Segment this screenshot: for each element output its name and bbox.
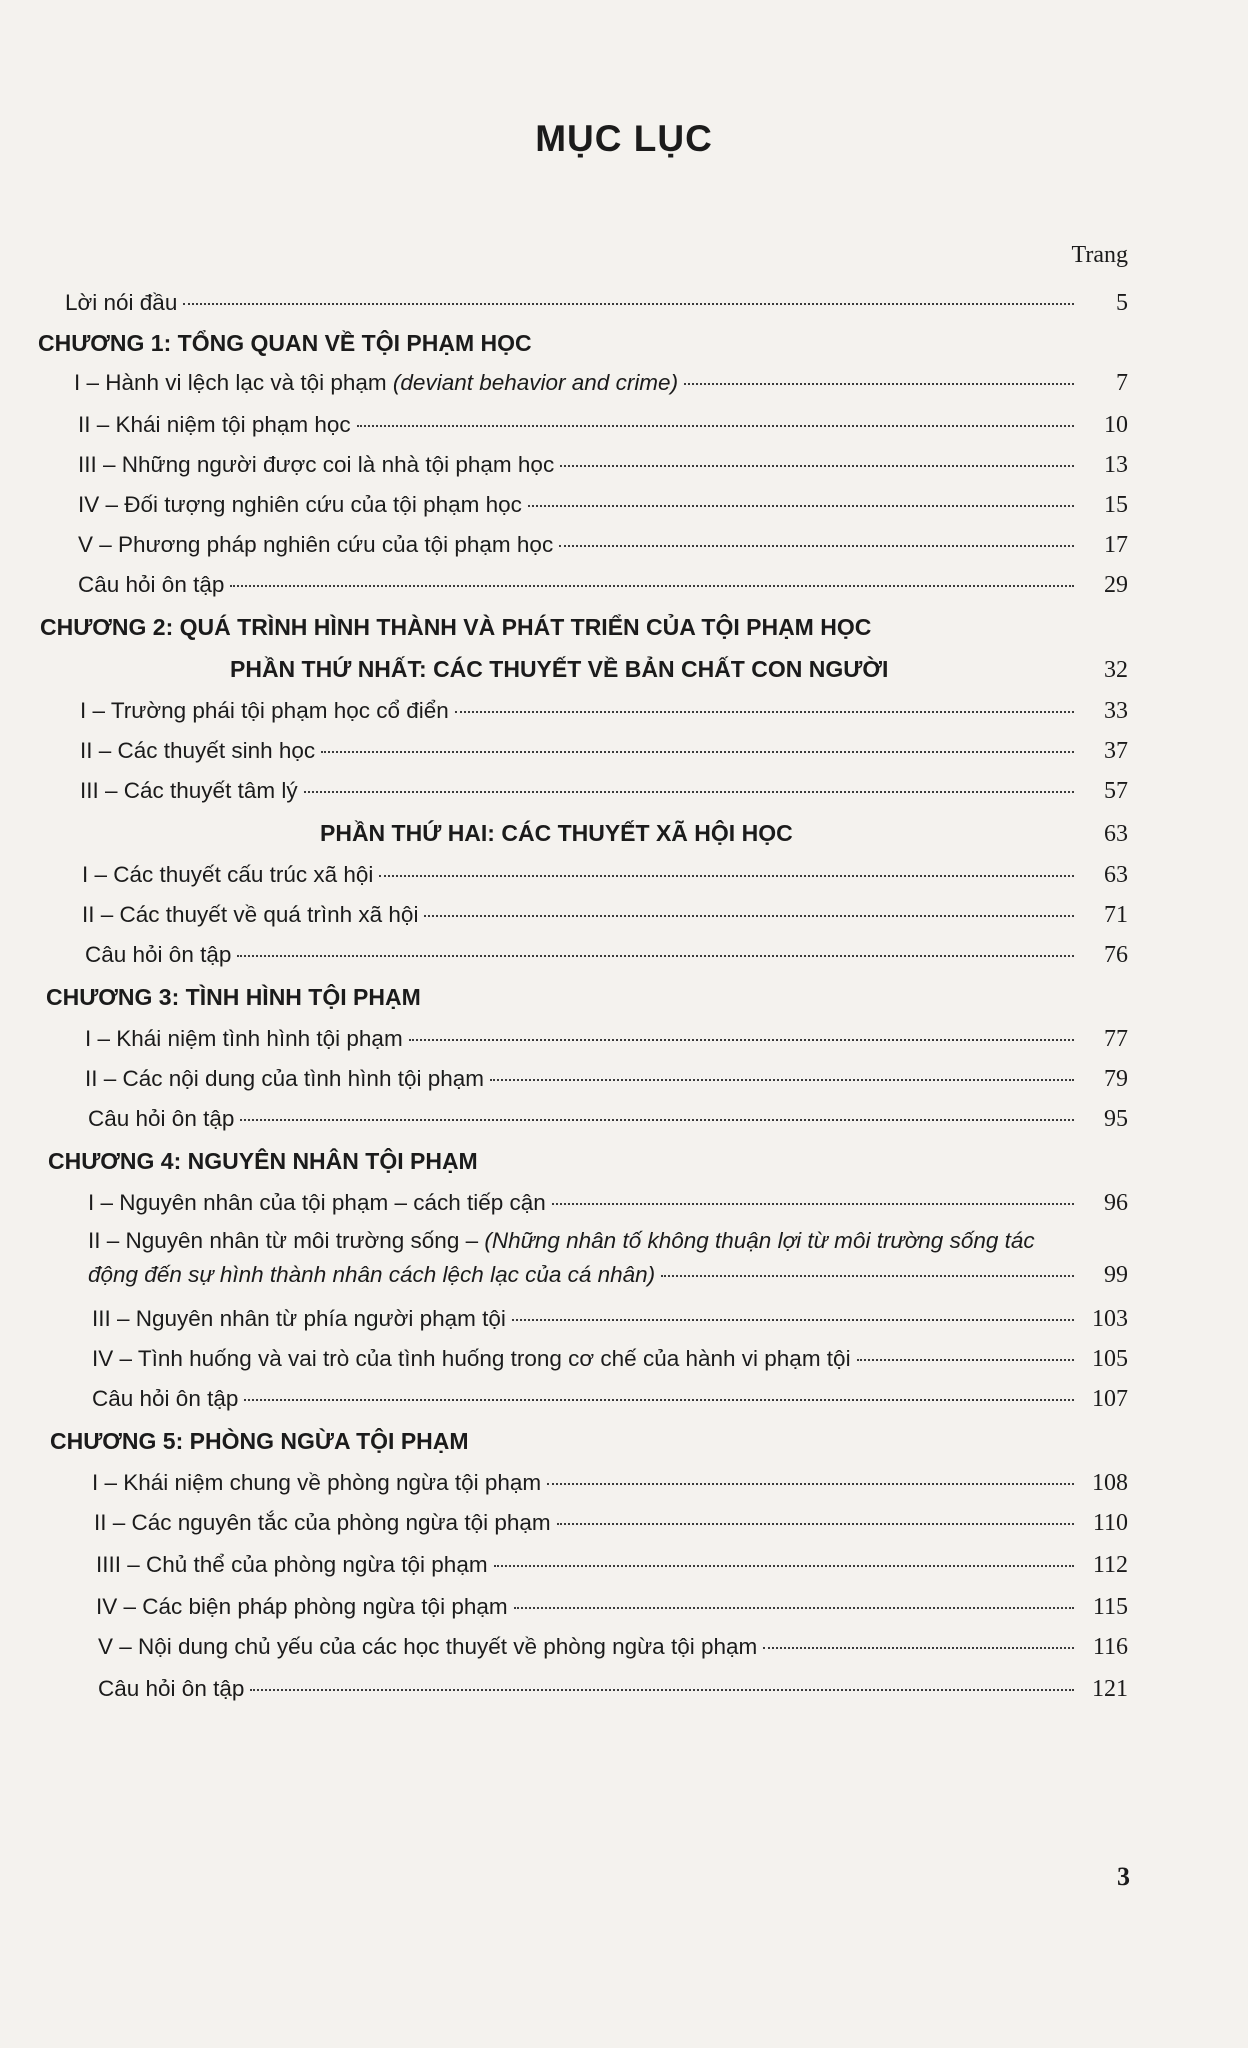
entry-text: IV – Tình huống và vai trò của tình huống trong cơ chế của hành vi phạm tội xyxy=(92,1346,851,1371)
chapter-heading: CHƯƠNG 5: PHÒNG NGỪA TỘI PHẠM xyxy=(50,1428,469,1454)
dot-leader xyxy=(559,545,1074,547)
toc-entry xyxy=(78,532,1128,559)
dot-leader xyxy=(514,1607,1074,1609)
page-ref: 33 xyxy=(1104,698,1128,724)
page-ref: 115 xyxy=(1092,1594,1128,1620)
dot-leader xyxy=(379,875,1074,877)
entry-title xyxy=(96,1552,488,1578)
bleed-through-ghost xyxy=(515,180,524,218)
page-ref: 32 xyxy=(1104,657,1128,683)
page-ref: 108 xyxy=(1092,1470,1128,1496)
entry-text: Câu hỏi ôn tập xyxy=(85,942,232,967)
entry-text: I – Khái niệm chung về phòng ngừa tội phạm xyxy=(92,1470,542,1495)
page-ref: 110 xyxy=(1092,1510,1128,1536)
entry-title xyxy=(92,1470,541,1496)
entry-title xyxy=(92,1386,238,1412)
entry-title xyxy=(78,492,522,518)
page-ref: 76 xyxy=(1104,942,1128,968)
toc-entry xyxy=(96,1552,1128,1579)
entry-text: II – Các nội dung của tình hình tội phạm xyxy=(85,1066,485,1091)
part-title: PHẦN THỨ NHẤT: CÁC THUYẾT VỀ BẢN CHẤT CON NGƯỜI xyxy=(230,656,889,682)
toc-entry xyxy=(98,1676,1128,1703)
page-ref: 79 xyxy=(1104,1066,1128,1092)
entry-text: IIII – Chủ thể của phòng ngừa tội phạm xyxy=(96,1552,488,1577)
entry-title xyxy=(88,1262,655,1288)
dot-leader xyxy=(560,465,1074,467)
dot-leader xyxy=(250,1689,1074,1691)
entry-title xyxy=(92,1346,851,1372)
entry-title xyxy=(80,738,315,764)
entry-title xyxy=(78,532,553,558)
entry-title xyxy=(78,452,554,478)
page-ref: 96 xyxy=(1104,1190,1128,1216)
page-number: 3 xyxy=(1117,1862,1130,1891)
entry-text: V – Phương pháp nghiên cứu của tội phạm học xyxy=(78,532,554,557)
toc-entry xyxy=(78,452,1128,479)
entry-text-italic: (Những nhân tố không thuận lợi từ môi trường sống tác xyxy=(484,1228,1035,1253)
dot-leader xyxy=(321,751,1074,753)
entry-title xyxy=(96,1594,508,1620)
page-ref: 57 xyxy=(1104,778,1128,804)
dot-leader xyxy=(528,505,1074,507)
dot-leader xyxy=(552,1203,1074,1205)
entry-title xyxy=(80,778,298,804)
dot-leader xyxy=(230,585,1074,587)
toc-entry xyxy=(74,370,1128,397)
entry-text-italic: động đến sự hình thành nhân cách lệch lạc của cá nhân) xyxy=(88,1262,656,1287)
chapter-heading: CHƯƠNG 2: QUÁ TRÌNH HÌNH THÀNH VÀ PHÁT TRIỂN CỦA TỘI PHẠM HỌC xyxy=(40,614,872,640)
dot-leader xyxy=(512,1319,1074,1321)
entry-title xyxy=(98,1634,757,1660)
toc-entry xyxy=(88,1190,1128,1217)
toc-entry xyxy=(65,290,1128,317)
entry-title xyxy=(85,1066,484,1092)
page-ref: 112 xyxy=(1092,1552,1128,1578)
entry-text: V – Nội dung chủ yếu của các học thuyết về phòng ngừa tội phạm xyxy=(98,1634,758,1659)
entry-text-italic: (deviant behavior and crime) xyxy=(392,370,679,395)
entry-title xyxy=(94,1510,551,1536)
dot-leader xyxy=(304,791,1074,793)
entry-title xyxy=(82,862,373,888)
entry-title xyxy=(85,942,231,968)
page-ref: 29 xyxy=(1104,572,1128,598)
entry-text: II – Các thuyết về quá trình xã hội xyxy=(82,902,419,927)
page-ref: 63 xyxy=(1104,862,1128,888)
entry-text: II – Các thuyết sinh học xyxy=(80,738,316,763)
entry-title xyxy=(92,1306,506,1332)
page-ref: 10 xyxy=(1104,412,1128,438)
dot-leader xyxy=(684,383,1074,385)
entry-title xyxy=(85,1026,403,1052)
dot-leader xyxy=(357,425,1074,427)
toc-entry xyxy=(82,902,1128,929)
chapter-heading: CHƯƠNG 1: TỔNG QUAN VỀ TỘI PHẠM HỌC xyxy=(38,330,532,356)
dot-leader xyxy=(237,955,1074,957)
entry-text: Câu hỏi ôn tập xyxy=(88,1106,235,1131)
toc-entry xyxy=(92,1470,1128,1497)
entry-text: II – Các nguyên tắc của phòng ngừa tội phạm xyxy=(94,1510,551,1535)
entry-title xyxy=(88,1106,234,1132)
page-ref: 5 xyxy=(1116,290,1128,316)
toc-entry xyxy=(85,1066,1128,1093)
page-ref: 103 xyxy=(1092,1306,1128,1332)
toc-entry xyxy=(80,778,1128,805)
toc-entry xyxy=(80,738,1128,765)
page-ref: 17 xyxy=(1104,532,1128,558)
dot-leader xyxy=(494,1565,1074,1567)
entry-title xyxy=(88,1190,546,1216)
entry-title xyxy=(74,370,678,396)
page-ref: 116 xyxy=(1092,1634,1128,1660)
entry-text: I – Nguyên nhân của tội phạm – cách tiếp cận xyxy=(88,1190,546,1215)
page-title: MỤC LỤC xyxy=(535,118,713,159)
chapter-heading: CHƯƠNG 3: TÌNH HÌNH TỘI PHẠM xyxy=(46,984,421,1010)
toc-entry xyxy=(78,492,1128,519)
page-ref: 121 xyxy=(1092,1676,1128,1702)
entry-title xyxy=(65,290,177,316)
page-ref: 13 xyxy=(1104,452,1128,478)
dot-leader xyxy=(763,1647,1074,1649)
entry-text: III – Các thuyết tâm lý xyxy=(80,778,298,803)
dot-leader xyxy=(455,711,1074,713)
page-ref: 37 xyxy=(1104,738,1128,764)
dot-leader xyxy=(244,1399,1074,1401)
toc-entry xyxy=(92,1386,1128,1413)
dot-leader xyxy=(240,1119,1074,1121)
entry-title xyxy=(88,1228,1035,1254)
entry-text: I – Các thuyết cấu trúc xã hội xyxy=(82,862,374,887)
entry-text: Câu hỏi ôn tập xyxy=(92,1386,239,1411)
part-heading xyxy=(230,656,1128,684)
page-ref: 99 xyxy=(1104,1262,1128,1288)
chapter-heading: CHƯƠNG 4: NGUYÊN NHÂN TỘI PHẠM xyxy=(48,1148,478,1174)
toc-entry xyxy=(78,412,1128,439)
entry-text: IV – Các biện pháp phòng ngừa tội phạm xyxy=(96,1594,508,1619)
page-ref: 71 xyxy=(1104,902,1128,928)
dot-leader xyxy=(857,1359,1074,1361)
page-ref: 107 xyxy=(1092,1386,1128,1412)
toc-entry xyxy=(88,1262,1128,1289)
entry-text: II – Khái niệm tội phạm học xyxy=(78,412,351,437)
page-ref: 63 xyxy=(1104,821,1128,847)
part-heading xyxy=(320,820,1128,848)
page-ref: 77 xyxy=(1104,1026,1128,1052)
dot-leader xyxy=(409,1039,1074,1041)
toc-entry xyxy=(80,698,1128,725)
entry-text: IV – Đối tượng nghiên cứu của tội phạm học xyxy=(78,492,522,517)
dot-leader xyxy=(490,1079,1074,1081)
toc-entry xyxy=(85,942,1128,969)
entry-text: I – Khái niệm tình hình tội phạm xyxy=(85,1026,403,1051)
dot-leader xyxy=(661,1275,1074,1277)
entry-text: III – Những người được coi là nhà tội phạm học xyxy=(78,452,555,477)
dot-leader xyxy=(557,1523,1074,1525)
toc-entry xyxy=(88,1228,1128,1254)
column-header-trang: Trang xyxy=(1071,242,1128,268)
dot-leader xyxy=(183,303,1074,305)
page-ref: 15 xyxy=(1104,492,1128,518)
entry-title xyxy=(98,1676,244,1702)
page-ref: 7 xyxy=(1116,370,1128,396)
dot-leader xyxy=(424,915,1074,917)
entry-text: II – Nguyên nhân từ môi trường sống – xyxy=(88,1228,485,1253)
entry-title xyxy=(82,902,418,928)
entry-text: III – Nguyên nhân từ phía người phạm tội xyxy=(92,1306,506,1331)
entry-text: I – Hành vi lệch lạc và tội phạm xyxy=(74,370,393,395)
toc-entry xyxy=(78,572,1128,599)
toc-entry xyxy=(98,1634,1128,1661)
toc-entry xyxy=(92,1306,1128,1333)
dot-leader xyxy=(547,1483,1074,1485)
toc-entry xyxy=(92,1346,1128,1373)
page-ref: 105 xyxy=(1092,1346,1128,1372)
toc-entry xyxy=(82,862,1128,889)
entry-text: Câu hỏi ôn tập xyxy=(98,1676,245,1701)
page-ref: 95 xyxy=(1104,1106,1128,1132)
toc-entry xyxy=(94,1510,1128,1537)
toc-entry xyxy=(85,1026,1128,1053)
part-title: PHẦN THỨ HAI: CÁC THUYẾT XÃ HỘI HỌC xyxy=(320,820,793,846)
entry-title xyxy=(78,572,224,598)
entry-title xyxy=(80,698,449,724)
entry-text: Câu hỏi ôn tập xyxy=(78,572,225,597)
toc-entry xyxy=(96,1594,1128,1621)
toc-entry xyxy=(88,1106,1128,1133)
entry-text: Lời nói đầu xyxy=(65,290,178,315)
entry-title xyxy=(78,412,351,438)
entry-text: I – Trường phái tội phạm học cổ điển xyxy=(80,698,449,723)
